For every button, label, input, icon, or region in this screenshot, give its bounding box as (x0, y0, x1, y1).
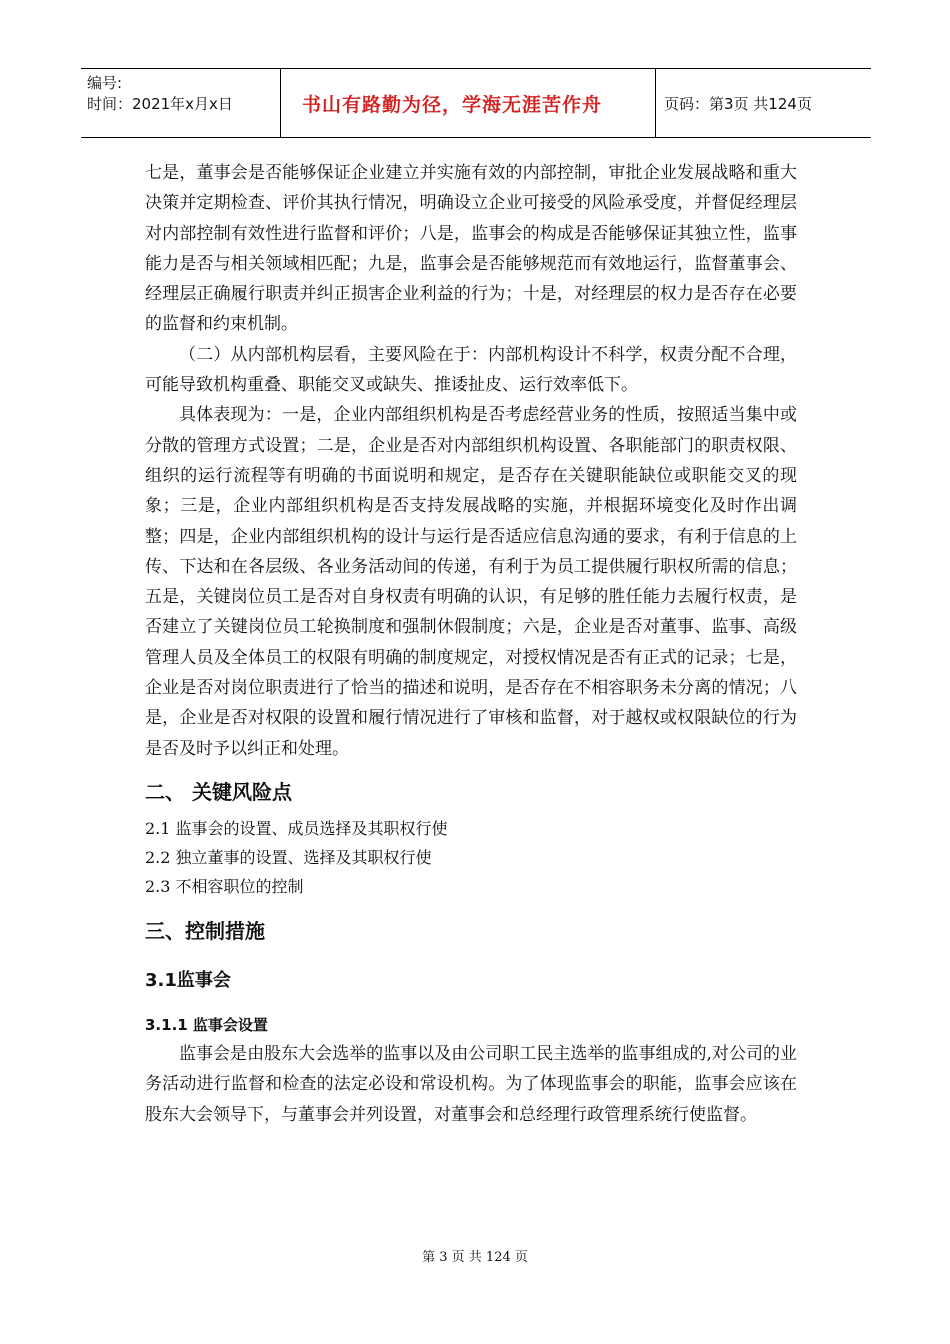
paragraph-internal-structure-risk: （二）从内部机构层看，主要风险在于：内部机构设计不科学，权责分配不合理，可能导致机构重叠、职能交叉或缺失、推诿扯皮、运行效率低下。 (145, 344, 797, 396)
paragraph-supervisory-board-setup: 监事会是由股东大会选举的监事以及由公司职工民主选举的监事组成的,对公司的业务活动进行监督和检查的法定必设和常设机构。为了体现监事会的职能，监事会应该在股东大会领导下，与董事会并列设置，对董事会和总经理行政管理系统行使监督。 (145, 1043, 797, 1125)
document-date: 时间：2021年x月x日 (87, 95, 233, 113)
section-title-control-measures: 三、控制措施 (145, 918, 265, 943)
header-page-info: 页码：第3页 共124页 (664, 94, 812, 113)
paragraph-board-risks: 七是，董事会是否能够保证企业建立并实施有效的内部控制，审批企业发展战略和重大决策并定期检查、评价其执行情况，明确设立企业可接受的风险承受度，并督促经理层对内部控制有效性进行监督和评价；八是，监事会的构成是否能够保证其独立性，监事能力是否与相关领域相匹配；九是，监事会是否能够规范而有效地运行，监督董事会、经理层正确履行职责并纠正损害企业利益的行为；十是，对经理层的权力是否存在必要的监督和约束机制。 (145, 163, 797, 335)
document-number-label: 编号: (87, 74, 123, 92)
risk-points-list (145, 814, 797, 901)
section-title-key-risk-points: 二、 关键风险点 (145, 779, 292, 804)
list-item: 2.3 不相容职位的控制 (145, 876, 304, 896)
list-item: 2.1 监事会的设置、成员选择及其职权行使 (145, 818, 448, 838)
subsection-title-supervisory-board: 3.1监事会 (145, 969, 231, 991)
list-item: 2.2 独立董事的设置、选择及其职权行使 (145, 847, 432, 867)
page-footer: 第 3 页 共 124 页 (422, 1250, 528, 1265)
header-meta (81, 69, 281, 137)
header-motto: 书山有路勤为径，学海无涯苦作舟 (281, 69, 656, 137)
paragraph-specific-manifestations: 具体表现为：一是，企业内部组织机构是否考虑经营业务的性质，按照适当集中或分散的管理方式设置；二是，企业是否对内部组织机构设置、各职能部门的职责权限、组织的运行流程等有明确的书面说明和规定，是否存在关键职能缺位或职能交叉的现象；三是，企业内部组织机构是否支持发展战略的实施，并根据环境变化及时作出调整；四是，企业内部组织机构的设计与运行是否适应信息沟通的要求，有利于信息的上传、下达和在各层级、各业务活动间的传递，有利于为员工提供履行职权所需的信息；五是，关键岗位员工是否对自身权责有明确的认识，有足够的胜任能力去履行权责，是否建立了关键岗位员工轮换制度和强制休假制度；六是，企业是否对董事、监事、高级管理人员及全体员工的权限有明确的制度规定，对授权情况是否有正式的记录；七是，企业是否对岗位职责进行了恰当的描述和说明，是否存在不相容职务未分离的情况；八是，企业是否对权限的设置和履行情况进行了审核和监督，对于越权或权限缺位的行为是否及时予以纠正和处理。 (145, 405, 797, 759)
page-header (81, 68, 871, 138)
subsubsection-title-board-setup: 3.1.1 监事会设置 (145, 1015, 268, 1034)
document-body (145, 158, 797, 1130)
